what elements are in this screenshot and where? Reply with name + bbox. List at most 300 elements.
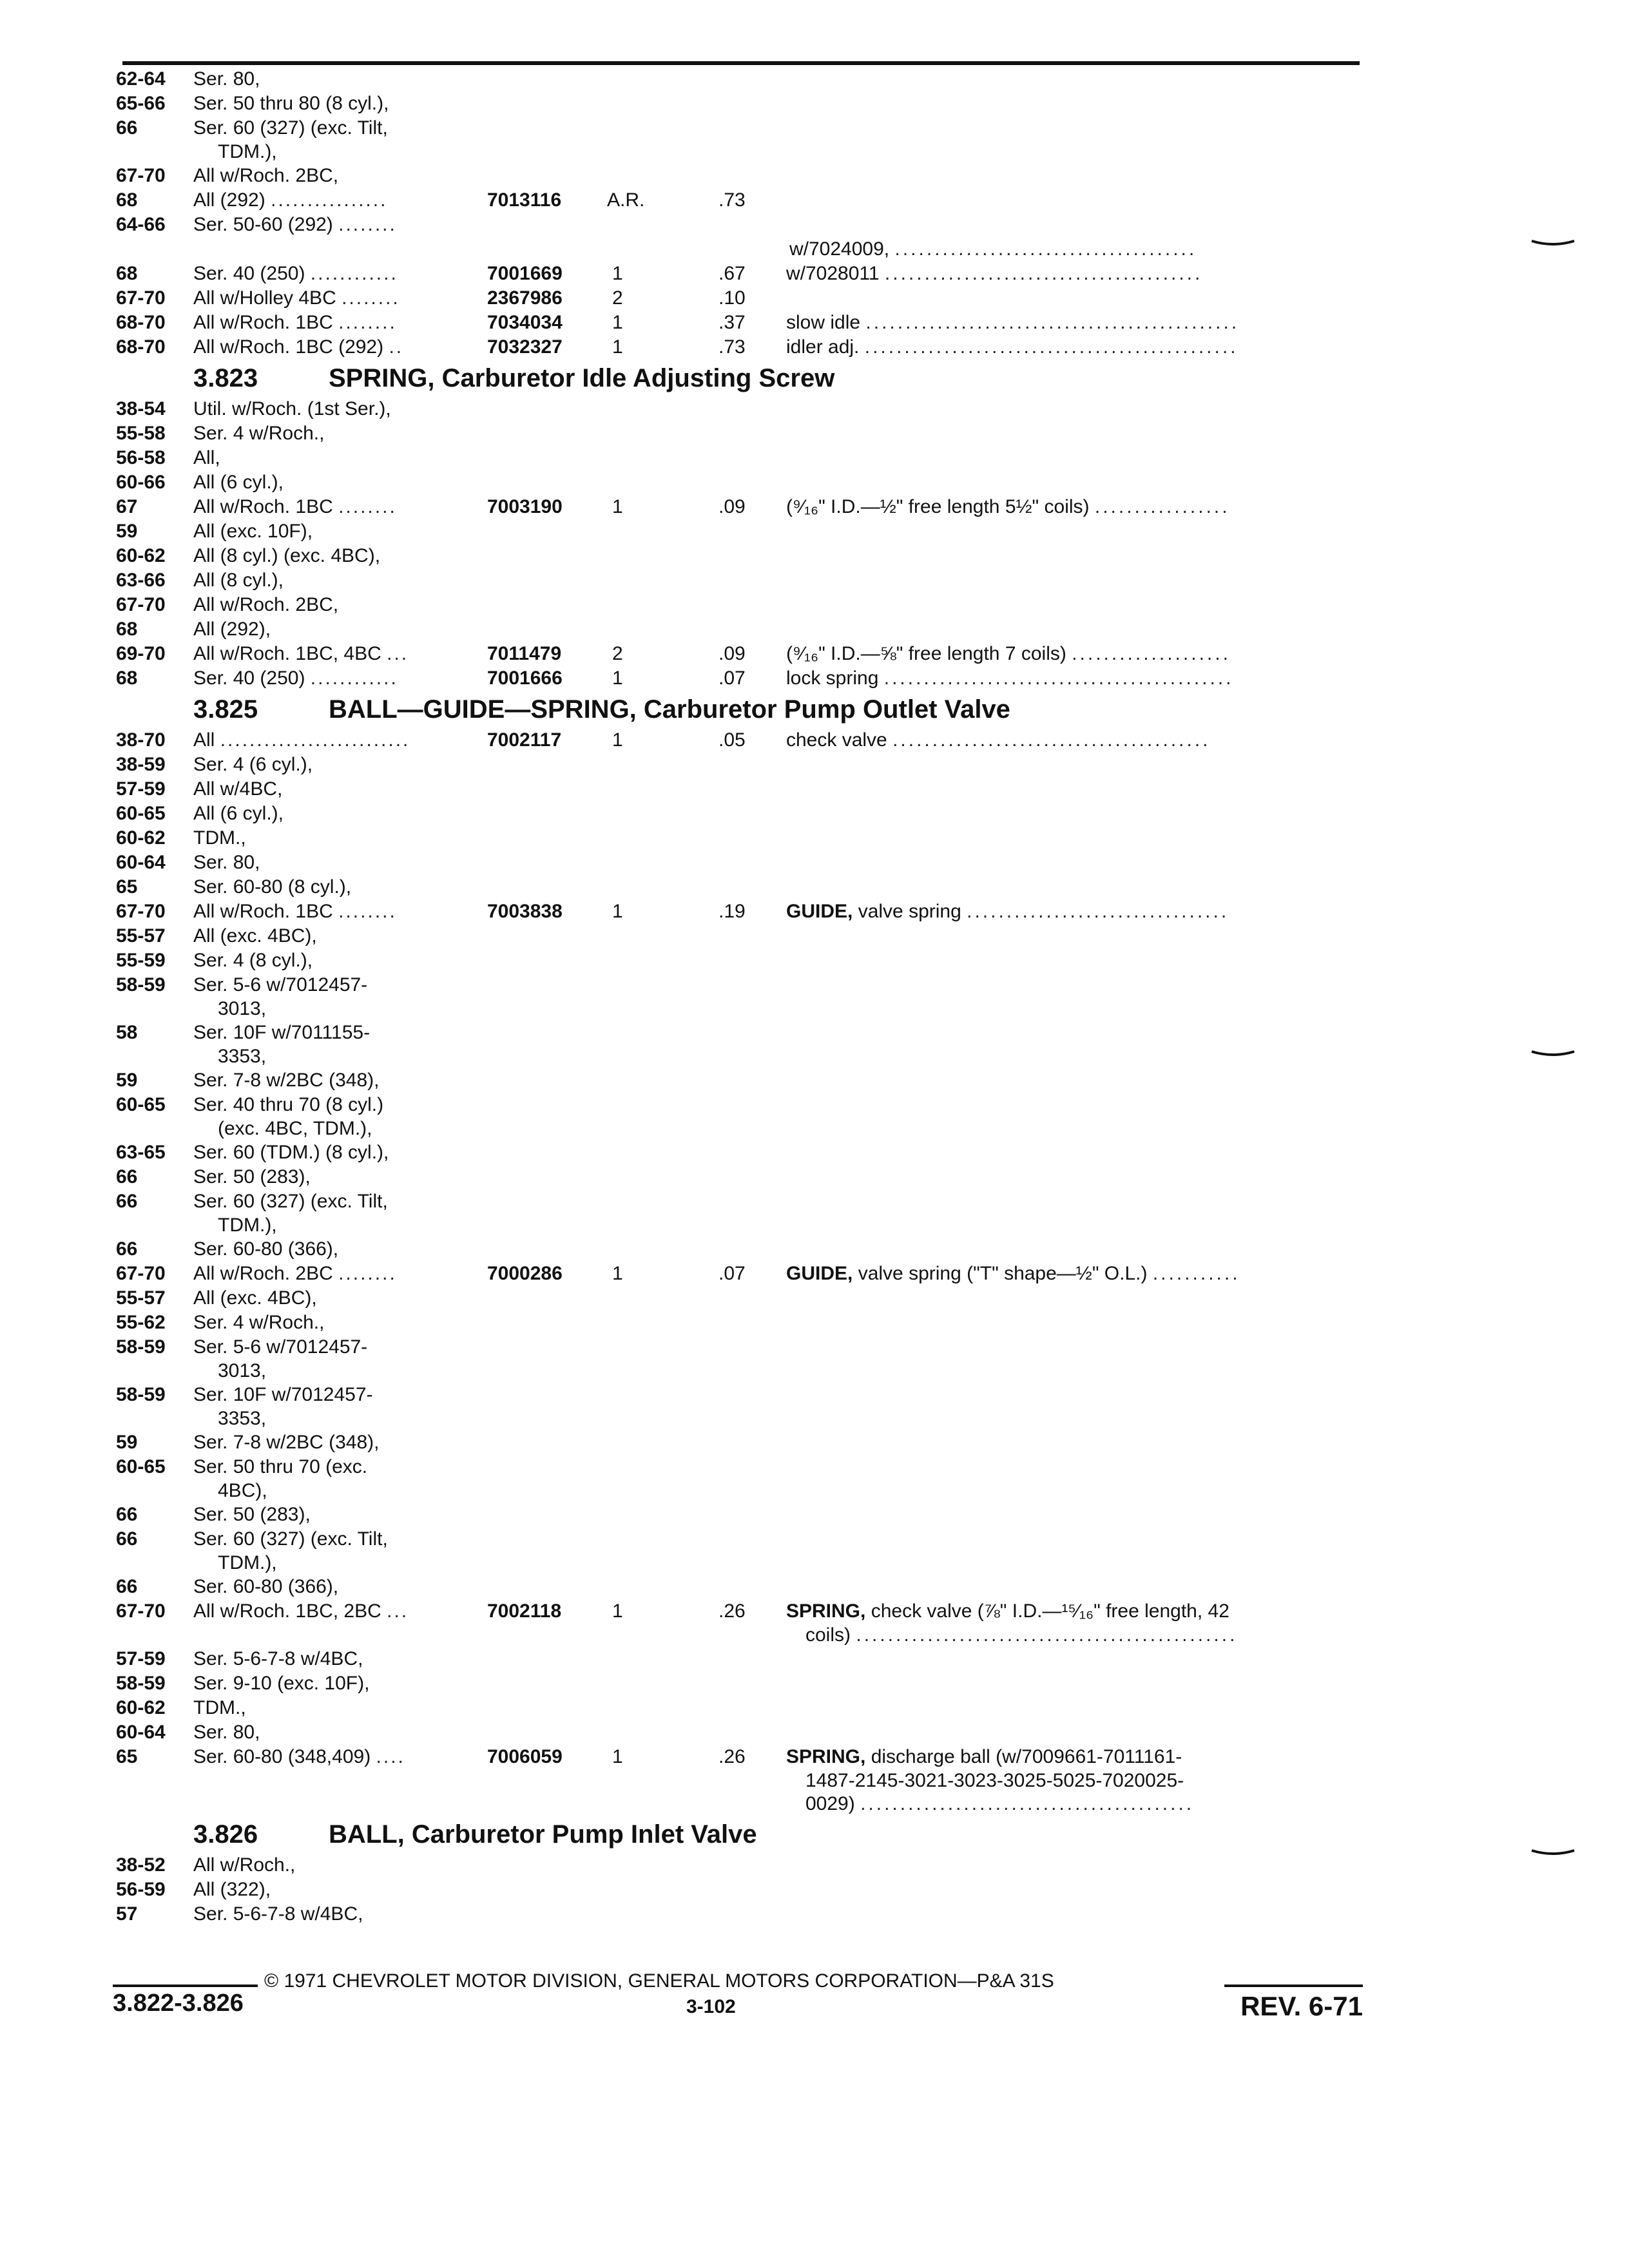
page-number: 3-102 [686, 1996, 736, 2017]
part-number: 7002118 [483, 1599, 561, 1624]
year-range: 56-59 [116, 1879, 166, 1900]
quantity: 1 [612, 312, 623, 333]
application-text [193, 1878, 593, 1902]
footer-rule-right [1224, 1984, 1363, 1987]
application-label: All w/Roch. 2BC, [193, 165, 339, 186]
year-range: 60-64 [116, 1722, 166, 1743]
list-row [116, 826, 1360, 850]
year-range: 67-70 [116, 594, 166, 615]
year-range: 65-66 [116, 93, 166, 114]
price: .09 [718, 643, 746, 664]
application-text [193, 1853, 593, 1878]
description-text: (⁹⁄₁₆" I.D.—½" free length 5½" coils) [786, 496, 1090, 517]
section-range: 3.822-3.826 [113, 1990, 244, 2017]
application-label: 3353, [218, 1408, 267, 1429]
leader-dots: ............................................... [864, 336, 1239, 358]
year-range: 55-57 [116, 1287, 166, 1309]
year-range: 67-70 [116, 287, 166, 309]
application-label: All w/Roch. 2BC [193, 1263, 333, 1284]
list-row [116, 777, 1360, 802]
application-label: Ser. 50 thru 70 (exc. [193, 1456, 368, 1477]
price: .07 [718, 1263, 746, 1284]
list-row [116, 1286, 1360, 1311]
application-text [193, 973, 593, 997]
leader-dots: ................ [271, 189, 388, 211]
margin-mark [1530, 240, 1576, 246]
year-range: 57 [116, 1903, 138, 1925]
list-row [116, 1878, 1360, 1902]
year-range: 62-64 [116, 68, 166, 90]
application-label: All w/Holley 4BC [193, 287, 336, 309]
leader-dots: ... [387, 643, 409, 664]
list-row [116, 188, 1360, 213]
application-label: Ser. 5-6-7-8 w/4BC, [193, 1648, 363, 1669]
list-row [116, 1769, 1360, 1792]
leader-dots: ............................................... [865, 312, 1240, 333]
list-row [116, 1902, 1360, 1927]
application-text [193, 1237, 593, 1262]
part-number: 2367986 [483, 286, 563, 311]
leader-dots: ........ [338, 496, 397, 517]
application-label: Ser. 60-80 (8 cyl.), [193, 876, 352, 898]
application-label: Ser. 4 w/Roch., [193, 423, 325, 444]
description-text: check valve (⅞" I.D.—¹⁵⁄₁₆" free length, 42 [871, 1600, 1229, 1622]
application-text [218, 997, 617, 1021]
year-range: 68 [116, 263, 138, 284]
list-row [116, 1527, 1360, 1552]
price: .73 [718, 336, 746, 358]
year-range: 38-52 [116, 1854, 166, 1876]
list-row [116, 1360, 1360, 1383]
list-row [116, 1599, 1360, 1624]
application-text [193, 924, 593, 948]
application-label: Ser. 60-80 (366), [193, 1238, 339, 1260]
application-label: Ser. 5-6 w/7012457- [193, 974, 368, 995]
leader-dots: ........................................ [884, 263, 1203, 284]
application-text [193, 116, 593, 140]
application-label: All w/Roch. 1BC [193, 901, 333, 922]
description-keyword: GUIDE, [786, 901, 853, 922]
description [786, 1599, 1360, 1624]
application-text [193, 826, 593, 850]
application-label: TDM.), [218, 1552, 277, 1573]
description [786, 495, 1360, 519]
application-label: Ser. 50 thru 80 (8 cyl.), [193, 93, 389, 114]
list-row [116, 1575, 1360, 1599]
application-label: 4BC), [218, 1480, 267, 1501]
application-text [193, 1671, 593, 1696]
list-row [116, 213, 1360, 237]
year-range: 68 [116, 189, 138, 211]
application-text [193, 617, 593, 642]
application-text [193, 1902, 593, 1927]
application-label: All w/Roch. 1BC, 4BC [193, 643, 381, 664]
price: .37 [718, 312, 746, 333]
list-row [116, 1792, 1360, 1816]
part-number: 7001669 [483, 262, 563, 286]
year-range: 66 [116, 1528, 138, 1550]
part-number: 7002117 [483, 728, 561, 753]
list-row [116, 1455, 1360, 1479]
application-text [193, 91, 593, 116]
leader-dots: ........ [338, 312, 397, 333]
application-text [193, 470, 593, 495]
application-label: Ser. 40 (250) [193, 263, 305, 284]
application-text [193, 777, 593, 802]
description-text: 0029) [805, 1793, 855, 1814]
application-text [193, 1720, 593, 1745]
description [805, 1624, 1379, 1647]
price: .09 [718, 496, 746, 517]
description-text: valve spring ("T" shape—½" O.L.) [858, 1263, 1148, 1284]
leader-dots: ................................. [967, 901, 1229, 922]
quantity: 1 [612, 729, 623, 751]
application-label: Ser. 60 (TDM.) (8 cyl.), [193, 1142, 389, 1163]
application-label: Ser. 40 thru 70 (8 cyl.) [193, 1094, 384, 1115]
year-range: 60-65 [116, 1094, 166, 1115]
list-row [116, 1021, 1360, 1045]
list-row [116, 753, 1360, 777]
application-text [193, 1021, 593, 1045]
price: .19 [718, 901, 746, 922]
application-label: Ser. 80, [193, 1722, 260, 1743]
application-label: All (exc. 4BC), [193, 1287, 317, 1309]
list-row [116, 924, 1360, 948]
list-row [116, 1262, 1360, 1286]
application-label: All w/Roch. 1BC [193, 496, 333, 517]
leader-dots: ............................................ [883, 668, 1234, 689]
application-text [193, 875, 593, 899]
year-range: 66 [116, 1191, 138, 1212]
list-row [116, 1165, 1360, 1189]
application-label: All w/Roch. 1BC (292) [193, 336, 384, 358]
application-label: All (8 cyl.), [193, 570, 284, 591]
section-number: 3.826 [193, 1820, 258, 1849]
part-number: 7013116 [483, 188, 561, 213]
application-text [218, 140, 617, 164]
quantity: 2 [612, 287, 623, 309]
leader-dots: ........ [342, 287, 400, 309]
footer-rule-left [113, 1984, 258, 1987]
application-label: All (8 cyl.) (exc. 4BC), [193, 545, 381, 566]
year-range: 59 [116, 1432, 138, 1453]
year-range: 55-58 [116, 423, 166, 444]
list-row [116, 1853, 1360, 1878]
year-range: 57-59 [116, 1648, 166, 1669]
leader-dots: ... [387, 1600, 409, 1622]
application-text [193, 164, 593, 188]
page-footer [113, 1959, 1363, 2055]
application-text [193, 1455, 593, 1479]
list-row [116, 544, 1360, 568]
description [786, 666, 1360, 691]
application-text [193, 1430, 593, 1455]
application-label: Ser. 40 (250) [193, 668, 305, 689]
application-text [193, 948, 593, 973]
application-text [193, 568, 593, 593]
quantity: 1 [612, 263, 623, 284]
description-text: w/7024009, [789, 238, 890, 260]
application-label: Ser. 50 (283), [193, 1166, 311, 1187]
application-label: Ser. 60 (327) (exc. Tilt, [193, 117, 388, 139]
application-label: Ser. 5-6-7-8 w/4BC, [193, 1903, 363, 1925]
list-row [116, 1140, 1360, 1165]
list-row [116, 802, 1360, 826]
application-text [218, 1360, 617, 1383]
application-text [193, 1527, 593, 1552]
quantity: 1 [612, 1746, 623, 1767]
application-text [193, 850, 593, 875]
application-label: TDM.), [218, 1215, 277, 1236]
year-range: 66 [116, 1576, 138, 1597]
application-label: All (6 cyl.), [193, 472, 284, 493]
block-3825 [116, 728, 1360, 1816]
list-row [116, 1647, 1360, 1671]
list-row [116, 140, 1360, 164]
application-text [218, 1214, 617, 1237]
application-label: Ser. 60-80 (348,409) [193, 1746, 371, 1767]
list-row [116, 1624, 1360, 1647]
leader-dots: ........ [338, 901, 397, 922]
application-text [193, 1335, 593, 1360]
part-number: 7011479 [483, 642, 561, 666]
list-row [116, 1335, 1360, 1360]
application-label: TDM., [193, 827, 246, 849]
list-row [116, 67, 1360, 91]
application-text [218, 1479, 617, 1503]
application-text [218, 1552, 617, 1575]
list-row [116, 997, 1360, 1021]
application-text [193, 213, 593, 237]
section-number: 3.825 [193, 695, 258, 724]
year-range: 68-70 [116, 336, 166, 358]
list-row [116, 286, 1360, 311]
list-row [116, 470, 1360, 495]
list-row [116, 421, 1360, 446]
list-row [116, 519, 1360, 544]
description-text: discharge ball (w/7009661-7011161- [871, 1746, 1182, 1767]
year-range: 65 [116, 876, 138, 898]
part-number: 7006059 [483, 1745, 563, 1769]
list-row [116, 237, 1360, 262]
leader-dots: .................... [1072, 643, 1231, 664]
application-text [193, 1189, 593, 1214]
margin-mark [1530, 1849, 1576, 1856]
application-label: (exc. 4BC, TDM.), [218, 1118, 372, 1139]
section-title: BALL, Carburetor Pump Inlet Valve [329, 1820, 757, 1849]
application-text [193, 753, 593, 777]
description-text: 1487-2145-3021-3023-3025-5025-7020025- [805, 1770, 1184, 1791]
top-rule [122, 61, 1360, 65]
list-row [116, 973, 1360, 997]
application-label: Ser. 50-60 (292) [193, 214, 333, 235]
price: .05 [718, 729, 746, 751]
year-range: 67-70 [116, 1263, 166, 1284]
year-range: 57-59 [116, 778, 166, 800]
part-number: 7032327 [483, 335, 563, 360]
application-text [218, 1117, 617, 1140]
year-range: 66 [116, 1166, 138, 1187]
list-row [116, 1093, 1360, 1117]
description [786, 311, 1360, 335]
application-text [193, 67, 593, 91]
list-row [116, 728, 1360, 753]
application-label: All (exc. 10F), [193, 521, 313, 542]
year-range: 59 [116, 1070, 138, 1091]
application-text [218, 1045, 617, 1068]
year-range: 59 [116, 521, 138, 542]
application-label: Ser. 9-10 (exc. 10F), [193, 1673, 370, 1694]
leader-dots: ............ [310, 263, 398, 284]
description-text: check valve [786, 729, 887, 751]
leader-dots: ........... [1152, 1263, 1240, 1284]
list-row [116, 495, 1360, 519]
part-number: 7001666 [483, 666, 563, 691]
leader-dots: ........ [338, 214, 397, 235]
list-row [116, 899, 1360, 924]
application-label: All w/Roch. 1BC [193, 312, 333, 333]
application-text [193, 593, 593, 617]
year-range: 55-62 [116, 1312, 166, 1333]
leader-dots: ........................................ [892, 729, 1211, 751]
list-row [116, 875, 1360, 899]
list-row [116, 311, 1360, 335]
section-title: SPRING, Carburetor Idle Adjusting Screw [329, 364, 835, 392]
description [789, 237, 1363, 262]
quantity: 1 [612, 1600, 623, 1622]
application-label: All (292), [193, 619, 271, 640]
year-range: 58-59 [116, 1384, 166, 1405]
application-text [193, 397, 593, 421]
price: .07 [718, 668, 746, 689]
year-range: 65 [116, 1746, 138, 1767]
list-row [116, 948, 1360, 973]
block-3823 [116, 397, 1360, 691]
description [786, 335, 1360, 360]
application-label: All [193, 729, 215, 751]
list-row [116, 1720, 1360, 1745]
description [805, 1792, 1379, 1816]
application-label: All (exc. 4BC), [193, 925, 317, 947]
list-row [116, 446, 1360, 470]
description-keyword: SPRING, [786, 1746, 866, 1767]
list-row [116, 568, 1360, 593]
year-range: 58-59 [116, 974, 166, 995]
list-row [116, 1068, 1360, 1093]
list-row [116, 1045, 1360, 1068]
application-label: TDM., [193, 1697, 246, 1718]
year-range: 68 [116, 619, 138, 640]
application-label: Ser. 80, [193, 852, 260, 873]
application-label: Ser. 50 (283), [193, 1504, 311, 1525]
application-label: Ser. 7-8 w/2BC (348), [193, 1070, 380, 1091]
application-label: Ser. 60-80 (366), [193, 1576, 339, 1597]
list-row [116, 666, 1360, 691]
description [786, 899, 1360, 924]
part-number: 7003838 [483, 899, 563, 924]
price: .10 [718, 287, 746, 309]
leader-dots: .... [376, 1746, 405, 1767]
application-text [193, 446, 593, 470]
year-range: 58 [116, 1022, 138, 1043]
application-label: Ser. 10F w/7012457- [193, 1384, 373, 1405]
list-row [116, 1745, 1360, 1769]
list-row [116, 1503, 1360, 1527]
list-row [116, 593, 1360, 617]
list-row [116, 1383, 1360, 1407]
quantity: 1 [612, 336, 623, 358]
list-row [116, 1189, 1360, 1214]
leader-dots: ................. [1094, 496, 1230, 517]
year-range: 38-59 [116, 754, 166, 775]
list-row [116, 850, 1360, 875]
section-heading-3825 [116, 691, 1360, 728]
year-range: 60-65 [116, 1456, 166, 1477]
application-label: Ser. 4 w/Roch., [193, 1312, 325, 1333]
list-row [116, 1479, 1360, 1503]
description [786, 1262, 1360, 1286]
application-label: All w/Roch. 1BC, 2BC [193, 1600, 381, 1622]
application-text [193, 1093, 593, 1117]
application-text [193, 1503, 593, 1527]
application-text [193, 1311, 593, 1335]
year-range: 60-64 [116, 852, 166, 873]
leader-dots: .......................... [220, 729, 410, 751]
year-range: 68-70 [116, 312, 166, 333]
year-range: 38-54 [116, 398, 166, 419]
price: .67 [718, 263, 746, 284]
list-row [116, 116, 1360, 140]
year-range: 60-62 [116, 545, 166, 566]
leader-dots: ........ [338, 1263, 397, 1284]
application-text [193, 544, 593, 568]
year-range: 60-62 [116, 1697, 166, 1718]
application-label: Ser. 7-8 w/2BC (348), [193, 1432, 380, 1453]
list-row [116, 1214, 1360, 1237]
year-range: 38-70 [116, 729, 166, 751]
list-row [116, 1696, 1360, 1720]
year-range: 58-59 [116, 1673, 166, 1694]
list-row [116, 642, 1360, 666]
description [786, 642, 1360, 666]
application-text [193, 1696, 593, 1720]
year-range: 60-66 [116, 472, 166, 493]
application-label: 3013, [218, 1360, 267, 1381]
quantity: 1 [612, 668, 623, 689]
application-text [218, 1407, 617, 1430]
application-text [193, 1383, 593, 1407]
year-range: 60-65 [116, 803, 166, 824]
description-text: lock spring [786, 668, 879, 689]
application-text [193, 1068, 593, 1093]
year-range: 63-65 [116, 1142, 166, 1163]
quantity: 1 [612, 496, 623, 517]
application-text [193, 519, 593, 544]
year-range: 64-66 [116, 214, 166, 235]
application-text [193, 802, 593, 826]
application-text [193, 1140, 593, 1165]
application-label: Ser. 4 (8 cyl.), [193, 950, 313, 971]
copyright-notice: © 1971 CHEVROLET MOTOR DIVISION, GENERAL MOTORS CORPORATION—P&A 31S [264, 1970, 1054, 1992]
list-row [116, 262, 1360, 286]
leader-dots: ................................................ [856, 1624, 1238, 1646]
year-range: 66 [116, 1504, 138, 1525]
list-row [116, 1311, 1360, 1335]
year-range: 69-70 [116, 643, 166, 664]
quantity: 1 [612, 1263, 623, 1284]
application-label: All w/Roch. 2BC, [193, 594, 339, 615]
application-text [193, 1286, 593, 1311]
